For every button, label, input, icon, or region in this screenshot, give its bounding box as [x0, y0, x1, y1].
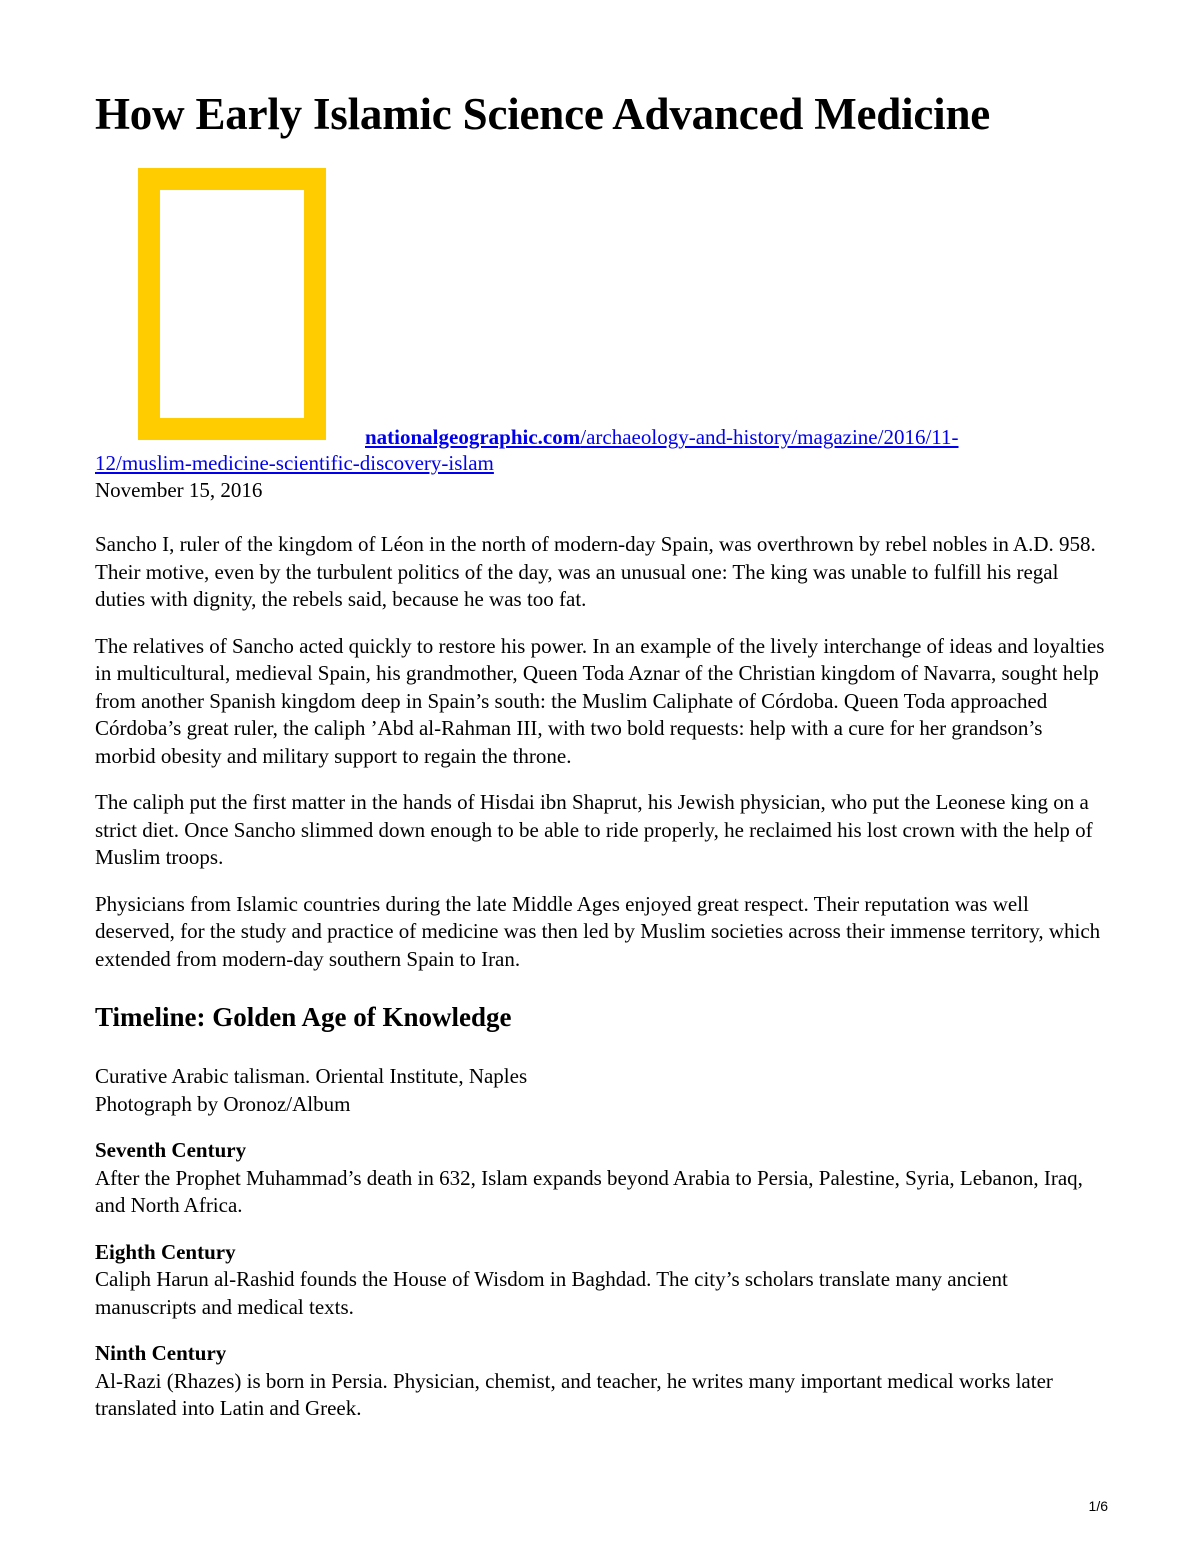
paragraph-4: Physicians from Islamic countries during the late Middle Ages enjoyed great respect. Their reputation was well deserved, for the study and practice of medicine was then led by Muslim societies across their immense territory, which extended from modern-day southern Spain to Iran. — [95, 891, 1101, 971]
paragraph-1: Sancho I, ruler of the kingdom of Léon in the north of modern-day Spain, was overthrown by rebel nobles in A.D. 958. Their motive, even by the turbulent politics of the day, was an unusual one: The king was unable to fulfill his regal duties with dignity, the rebels said, because he was too fat. — [95, 532, 1096, 611]
page-title: How Early Islamic Science Advanced Medicine — [95, 89, 991, 139]
timeline-era-text: Caliph Harun al-Rashid founds the House of Wisdom in Baghdad. The city’s scholars translate many ancient manuscripts and medical texts. — [95, 1267, 1008, 1319]
timeline-heading: Timeline: Golden Age of Knowledge — [95, 1002, 512, 1032]
paragraph-3: The caliph put the first matter in the hands of Hisdai ibn Shaprut, his Jewish physician, who put the Leonese king on a strict diet. Once Sancho slimmed down enough to be able to ride properly, he reclaimed his lost crown with the help of Muslim troops. — [95, 790, 1093, 869]
page-number: 1/6 — [1088, 1498, 1108, 1514]
image-caption — [95, 1063, 1105, 1118]
timeline-era-text: After the Prophet Muhammad’s death in 632, Islam expands beyond Arabia to Persia, Palestine, Syria, Lebanon, Iraq, and North Africa. — [95, 1165, 1083, 1217]
timeline-era-title: Seventh Century — [95, 1138, 247, 1162]
timeline-era-title: Ninth Century — [95, 1341, 227, 1365]
national-geographic-logo-icon — [138, 168, 326, 440]
timeline-era-text: Al-Razi (Rhazes) is born in Persia. Physician, chemist, and teacher, he writes many important medical works later translated into Latin and Greek. — [95, 1368, 1053, 1420]
publish-date: November 15, 2016 — [95, 478, 263, 502]
timeline-entry-seventh — [95, 1137, 1105, 1220]
source-link-path-1[interactable]: /archaeology-and-history/magazine/2016/11- — [580, 425, 959, 449]
source-link-path-2[interactable]: 12/muslim-medicine-scientific-discovery-islam — [95, 451, 494, 475]
timeline-entry-eighth — [95, 1239, 1105, 1322]
source-link-host[interactable]: nationalgeographic.com — [365, 425, 581, 449]
paragraph-2: The relatives of Sancho acted quickly to restore his power. In an example of the lively interchange of ideas and loyalties in multicultural, medieval Spain, his grandmother, Queen Toda Aznar of the Christian kingdom of Navarra, sought help from another Spanish kingdom deep in Spain’s south: the Muslim Caliphate of Córdoba. Queen Toda approached Córdoba’s great ruler, the caliph ’Abd al-Rahman III, with two bold requests: help with a cure for her grandson’s morbid obesity and military support to regain the throne. — [95, 633, 1105, 768]
document-page — [95, 86, 1105, 1442]
image-caption-line-2: Photograph by Oronoz/Album — [95, 1091, 351, 1116]
timeline-entry-ninth — [95, 1340, 1105, 1423]
timeline-era-title: Eighth Century — [95, 1239, 236, 1264]
image-caption-line-1: Curative Arabic talisman. Oriental Institute, Naples — [95, 1064, 528, 1088]
logo-row — [95, 168, 1105, 438]
